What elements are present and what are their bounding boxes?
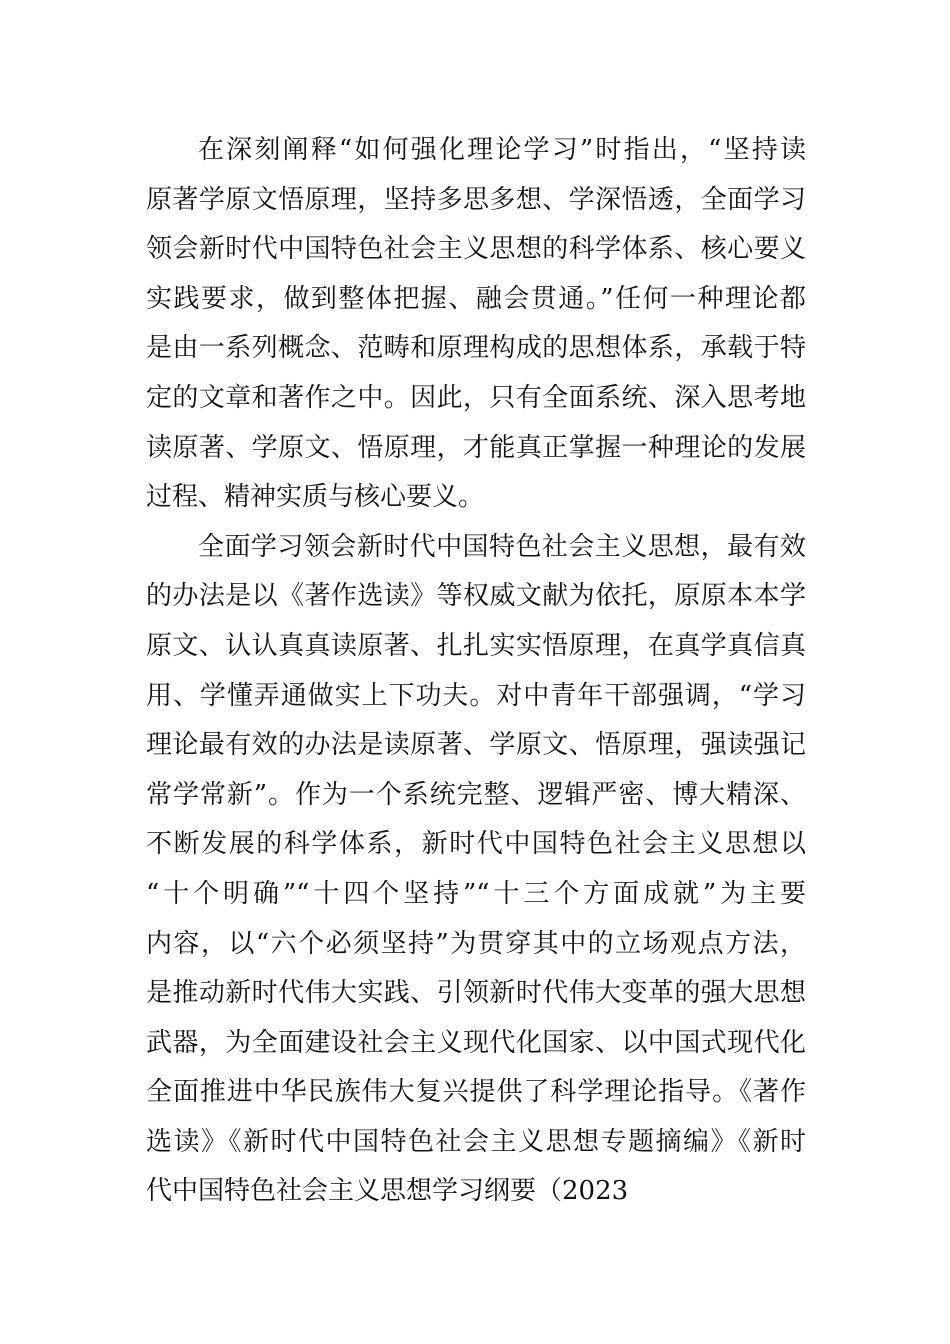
text-line: 全面推进中华民族伟大复兴提供了科学理论指导。《著作 bbox=[146, 1077, 806, 1108]
text-line: 代中国特色社会主义思想学习纲要（2023 bbox=[146, 1176, 629, 1207]
text-line: 理论最有效的办法是读原著、学原文、悟原理，强读强记 bbox=[146, 730, 806, 761]
paragraph-2 bbox=[146, 523, 806, 1217]
text-line: 不断发展的科学体系，新时代中国特色社会主义思想以 bbox=[146, 829, 806, 860]
text-line: 定的文章和著作之中。因此，只有全面系统、深入思考地 bbox=[146, 382, 806, 413]
text-line: 的办法是以《著作选读》等权威文献为依托，原原本本学 bbox=[146, 581, 806, 612]
text-line: 用、学懂弄通做实上下功夫。对中青年干部强调，“学习 bbox=[146, 680, 806, 711]
text-line: 领会新时代中国特色社会主义思想的科学体系、核心要义 bbox=[146, 234, 806, 265]
text-line: 过程、精神实质与核心要义。 bbox=[146, 482, 485, 513]
text-line: 武器，为全面建设社会主义现代化国家、以中国式现代化 bbox=[146, 1027, 806, 1058]
text-line: 原文、认认真真读原著、扎扎实实悟原理，在真学真信真 bbox=[146, 630, 806, 661]
text-line: 是推动新时代伟大实践、引领新时代伟大变革的强大思想 bbox=[146, 978, 806, 1009]
text-line: 常学常新”。作为一个系统完整、逻辑严密、博大精深、 bbox=[146, 779, 806, 810]
text-line: 实践要求，做到整体把握、融会贯通。”任何一种理论都 bbox=[146, 283, 806, 314]
text-line: 内容，以“六个必须坚持”为贯穿其中的立场观点方法， bbox=[146, 928, 806, 959]
text-line: 是由一系列概念、范畴和原理构成的思想体系，承载于特 bbox=[146, 333, 806, 364]
body-text bbox=[146, 126, 806, 1217]
text-line: 全面学习领会新时代中国特色社会主义思想，最有效 bbox=[198, 531, 806, 562]
text-line: 读原著、学原文、悟原理，才能真正掌握一种理论的发展 bbox=[146, 432, 806, 463]
text-line: “十个明确”“十四个坚持”“十三个方面成就”为主要 bbox=[146, 878, 806, 909]
text-line: 选读》《新时代中国特色社会主义思想专题摘编》《新时 bbox=[146, 1126, 806, 1157]
paragraph-1 bbox=[146, 126, 806, 523]
text-line: 原著学原文悟原理，坚持多思多想、学深悟透，全面学习 bbox=[146, 184, 806, 215]
text-line: 在深刻阐释“如何强化理论学习”时指出，“坚持读 bbox=[198, 135, 806, 165]
